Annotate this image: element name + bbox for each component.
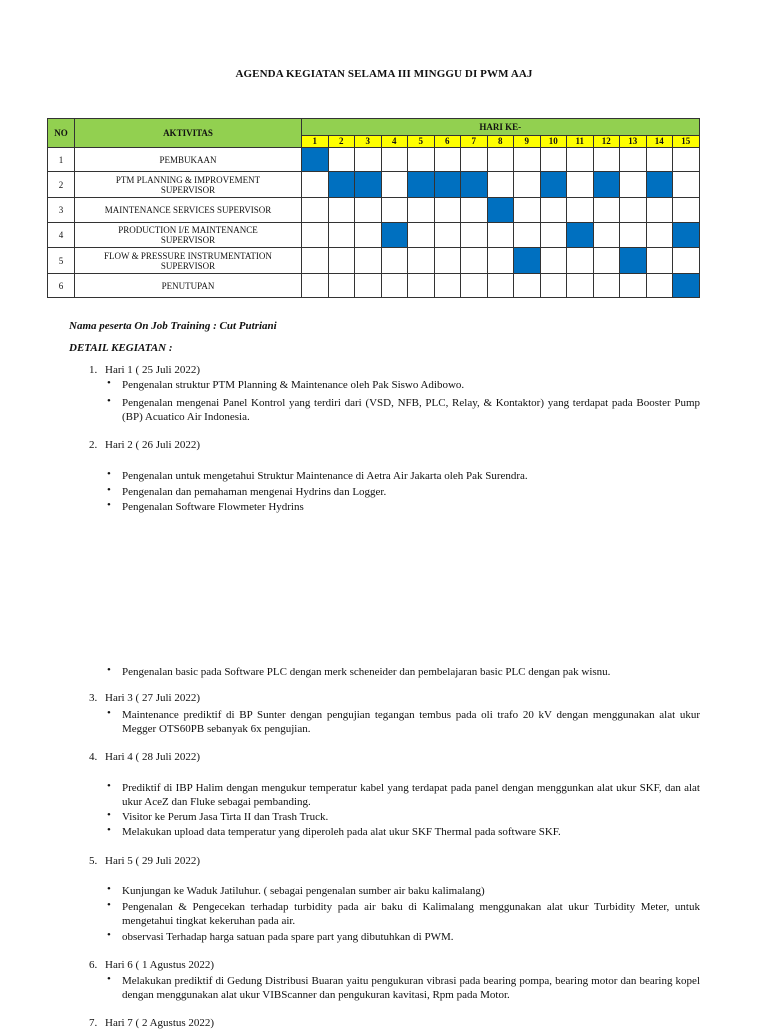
header-days: HARI KE- bbox=[302, 119, 700, 136]
day-cell bbox=[461, 274, 488, 298]
participant-name: Nama peserta On Job Training : Cut Putriani bbox=[69, 320, 277, 332]
day-cell bbox=[461, 198, 488, 223]
list-number: 3. bbox=[89, 692, 98, 704]
bullet-icon: • bbox=[107, 707, 111, 719]
list-item: Melakukan prediktif di Gedung Distribusi Buaran yaitu pengukuran vibrasi pada bearing pompa, bearing motor dan bearing kopel dengan menggunakan alat ukur VIBScanner dan pengukuran kavitasi, Rpm pada Motor. bbox=[122, 975, 700, 1001]
day-cell bbox=[381, 148, 408, 172]
list-item: observasi Terhadap harga satuan pada spare part yang dibutuhkan di PWM. bbox=[122, 931, 454, 943]
day-header-14: 14 bbox=[646, 135, 673, 147]
active-day-cell bbox=[673, 223, 700, 248]
day-cell bbox=[355, 198, 382, 223]
day-cell bbox=[328, 274, 355, 298]
day-cell bbox=[381, 198, 408, 223]
day-cell bbox=[461, 223, 488, 248]
day-cell bbox=[646, 198, 673, 223]
day-header-7: 7 bbox=[461, 135, 488, 147]
schedule-table bbox=[47, 118, 700, 298]
day-cell bbox=[328, 248, 355, 274]
row-activity: PENUTUPAN bbox=[75, 274, 302, 298]
day-label: Hari 4 ( 28 Juli 2022) bbox=[105, 751, 201, 763]
bullet-icon: • bbox=[107, 484, 111, 496]
active-day-cell bbox=[593, 172, 620, 198]
day-cell bbox=[487, 148, 514, 172]
day-cell bbox=[487, 248, 514, 274]
day-cell bbox=[620, 223, 647, 248]
day-header-3: 3 bbox=[355, 135, 382, 147]
day-cell bbox=[673, 172, 700, 198]
table-row bbox=[48, 148, 700, 172]
active-day-cell bbox=[514, 248, 541, 274]
day-header-1: 1 bbox=[302, 135, 329, 147]
row-number: 4 bbox=[48, 223, 75, 248]
day-cell bbox=[593, 248, 620, 274]
active-day-cell bbox=[302, 148, 329, 172]
list-item: Prediktif di IBP Halim dengan mengukur temperatur kabel yang terdapat pada panel dengan menggunkan alat ukur SKF, dan alat ukur AceZ dan Fluke sebagai pembanding. bbox=[122, 782, 700, 808]
row-number: 1 bbox=[48, 148, 75, 172]
bullet-icon: • bbox=[107, 929, 111, 941]
row-activity: MAINTENANCE SERVICES SUPERVISOR bbox=[75, 198, 302, 223]
list-item: Visitor ke Perum Jasa Tirta II dan Trash Truck. bbox=[122, 811, 329, 823]
bullet-icon: • bbox=[107, 973, 111, 985]
active-day-cell bbox=[646, 172, 673, 198]
day-label: Hari 7 ( 2 Agustus 2022) bbox=[105, 1017, 215, 1029]
day-cell bbox=[487, 274, 514, 298]
list-number: 7. bbox=[89, 1017, 98, 1029]
day-header-5: 5 bbox=[408, 135, 435, 147]
day-cell bbox=[302, 223, 329, 248]
day-cell bbox=[355, 148, 382, 172]
bullet-icon: • bbox=[107, 377, 111, 389]
active-day-cell bbox=[487, 198, 514, 223]
day-header-8: 8 bbox=[487, 135, 514, 147]
day-cell bbox=[567, 274, 594, 298]
day-cell bbox=[434, 274, 461, 298]
day-cell bbox=[487, 223, 514, 248]
day-cell bbox=[540, 148, 567, 172]
day-header-10: 10 bbox=[540, 135, 567, 147]
bullet-icon: • bbox=[107, 883, 111, 895]
list-item: Kunjungan ke Waduk Jatiluhur. ( sebagai pengenalan sumber air baku kalimalang) bbox=[122, 885, 485, 897]
row-number: 2 bbox=[48, 172, 75, 198]
day-cell bbox=[567, 172, 594, 198]
day-cell bbox=[646, 248, 673, 274]
active-day-cell bbox=[434, 172, 461, 198]
table-row bbox=[48, 248, 700, 274]
day-cell bbox=[381, 248, 408, 274]
bullet-icon: • bbox=[107, 468, 111, 480]
day-cell bbox=[540, 223, 567, 248]
day-cell bbox=[593, 223, 620, 248]
detail-heading: DETAIL KEGIATAN : bbox=[69, 342, 173, 354]
active-day-cell bbox=[355, 172, 382, 198]
row-activity: PTM PLANNING & IMPROVEMENT SUPERVISOR bbox=[75, 172, 302, 198]
day-header-12: 12 bbox=[593, 135, 620, 147]
list-number: 1. bbox=[89, 364, 98, 376]
list-item: Melakukan upload data temperatur yang diperoleh pada alat ukur SKF Thermal pada software SKF. bbox=[122, 826, 561, 838]
list-item: Pengenalan struktur PTM Planning & Maintenance oleh Pak Siswo Adibowo. bbox=[122, 379, 465, 391]
list-item: Pengenalan dan pemahaman mengenai Hydrins dan Logger. bbox=[122, 486, 387, 498]
day-cell bbox=[540, 248, 567, 274]
day-cell bbox=[434, 248, 461, 274]
table-row bbox=[48, 172, 700, 198]
bullet-icon: • bbox=[107, 780, 111, 792]
day-cell bbox=[514, 148, 541, 172]
page-title: AGENDA KEGIATAN SELAMA III MINGGU DI PWM AAJ bbox=[235, 68, 533, 80]
day-cell bbox=[567, 248, 594, 274]
bullet-icon: • bbox=[107, 664, 111, 676]
active-day-cell bbox=[328, 172, 355, 198]
day-cell bbox=[434, 198, 461, 223]
day-cell bbox=[355, 248, 382, 274]
row-number: 5 bbox=[48, 248, 75, 274]
list-item: Pengenalan basic pada Software PLC dengan merk scheneider dan pembelajaran basic PLC dengan pak wisnu. bbox=[122, 666, 611, 678]
day-cell bbox=[514, 198, 541, 223]
active-day-cell bbox=[620, 248, 647, 274]
day-cell bbox=[673, 198, 700, 223]
list-number: 2. bbox=[89, 439, 98, 451]
day-cell bbox=[514, 172, 541, 198]
table-row bbox=[48, 223, 700, 248]
day-cell bbox=[514, 223, 541, 248]
day-cell bbox=[302, 274, 329, 298]
row-activity: FLOW & PRESSURE INSTRUMENTATION SUPERVISOR bbox=[75, 248, 302, 274]
day-cell bbox=[593, 148, 620, 172]
list-item: Pengenalan untuk mengetahui Struktur Maintenance di Aetra Air Jakarta oleh Pak Surendra. bbox=[122, 470, 528, 482]
day-cell bbox=[328, 223, 355, 248]
day-cell bbox=[567, 148, 594, 172]
day-header-9: 9 bbox=[514, 135, 541, 147]
row-number: 6 bbox=[48, 274, 75, 298]
day-cell bbox=[408, 198, 435, 223]
active-day-cell bbox=[408, 172, 435, 198]
day-cell bbox=[328, 148, 355, 172]
day-cell bbox=[434, 223, 461, 248]
list-item: Maintenance prediktif di BP Sunter dengan pengujian tegangan tembus pada oli trafo 20 kV dengan menggunakan alat ukur Megger OTS60PB sebanyak 6x pengujian. bbox=[122, 709, 700, 735]
list-item: Pengenalan & Pengecekan terhadap turbidity pada air baku di Kalimalang menggunakan alat ukur Turbidity Meter, untuk mengetahui tingkat kekeruhan pada air. bbox=[122, 901, 700, 927]
row-activity: PEMBUKAAN bbox=[75, 148, 302, 172]
day-cell bbox=[461, 248, 488, 274]
list-number: 6. bbox=[89, 959, 98, 971]
active-day-cell bbox=[381, 223, 408, 248]
active-day-cell bbox=[673, 274, 700, 298]
day-cell bbox=[593, 198, 620, 223]
day-header-15: 15 bbox=[673, 135, 700, 147]
day-cell bbox=[381, 172, 408, 198]
day-label: Hari 3 ( 27 Juli 2022) bbox=[105, 692, 201, 704]
day-label: Hari 1 ( 25 Juli 2022) bbox=[105, 364, 201, 376]
table-row bbox=[48, 274, 700, 298]
day-cell bbox=[302, 248, 329, 274]
list-item: Pengenalan mengenai Panel Kontrol yang terdiri dari (VSD, NFB, PLC, Relay, & Kontaktor) yang terdapat pada Booster Pump (BP) Acuatico Air Indonesia. bbox=[122, 397, 700, 423]
bullet-icon: • bbox=[107, 899, 111, 911]
day-cell bbox=[514, 274, 541, 298]
day-cell bbox=[355, 274, 382, 298]
day-cell bbox=[646, 223, 673, 248]
header-activity: AKTIVITAS bbox=[75, 119, 302, 148]
day-cell bbox=[408, 223, 435, 248]
row-number: 3 bbox=[48, 198, 75, 223]
header-no: NO bbox=[48, 119, 75, 148]
day-cell bbox=[646, 274, 673, 298]
day-cell bbox=[487, 172, 514, 198]
day-cell bbox=[673, 248, 700, 274]
day-cell bbox=[540, 274, 567, 298]
day-header-2: 2 bbox=[328, 135, 355, 147]
day-cell bbox=[620, 274, 647, 298]
day-cell bbox=[302, 198, 329, 223]
day-cell bbox=[540, 198, 567, 223]
day-cell bbox=[461, 148, 488, 172]
list-item: Pengenalan Software Flowmeter Hydrins bbox=[122, 501, 304, 513]
day-cell bbox=[593, 274, 620, 298]
day-cell bbox=[620, 198, 647, 223]
row-activity: PRODUCTION I/E MAINTENANCE SUPERVISOR bbox=[75, 223, 302, 248]
day-cell bbox=[673, 148, 700, 172]
active-day-cell bbox=[461, 172, 488, 198]
bullet-icon: • bbox=[107, 824, 111, 836]
day-cell bbox=[328, 198, 355, 223]
bullet-icon: • bbox=[107, 809, 111, 821]
bullet-icon: • bbox=[107, 499, 111, 511]
day-label: Hari 2 ( 26 Juli 2022) bbox=[105, 439, 201, 451]
day-cell bbox=[355, 223, 382, 248]
day-cell bbox=[567, 198, 594, 223]
day-label: Hari 5 ( 29 Juli 2022) bbox=[105, 855, 201, 867]
day-cell bbox=[381, 274, 408, 298]
day-cell bbox=[408, 274, 435, 298]
day-header-4: 4 bbox=[381, 135, 408, 147]
day-cell bbox=[620, 172, 647, 198]
day-cell bbox=[620, 148, 647, 172]
day-cell bbox=[646, 148, 673, 172]
active-day-cell bbox=[540, 172, 567, 198]
day-cell bbox=[434, 148, 461, 172]
active-day-cell bbox=[567, 223, 594, 248]
table-row bbox=[48, 198, 700, 223]
list-number: 4. bbox=[89, 751, 98, 763]
day-cell bbox=[302, 172, 329, 198]
day-header-11: 11 bbox=[567, 135, 594, 147]
day-header-13: 13 bbox=[620, 135, 647, 147]
bullet-icon: • bbox=[107, 395, 111, 407]
day-label: Hari 6 ( 1 Agustus 2022) bbox=[105, 959, 215, 971]
day-cell bbox=[408, 148, 435, 172]
day-cell bbox=[408, 248, 435, 274]
day-header-6: 6 bbox=[434, 135, 461, 147]
list-number: 5. bbox=[89, 855, 98, 867]
